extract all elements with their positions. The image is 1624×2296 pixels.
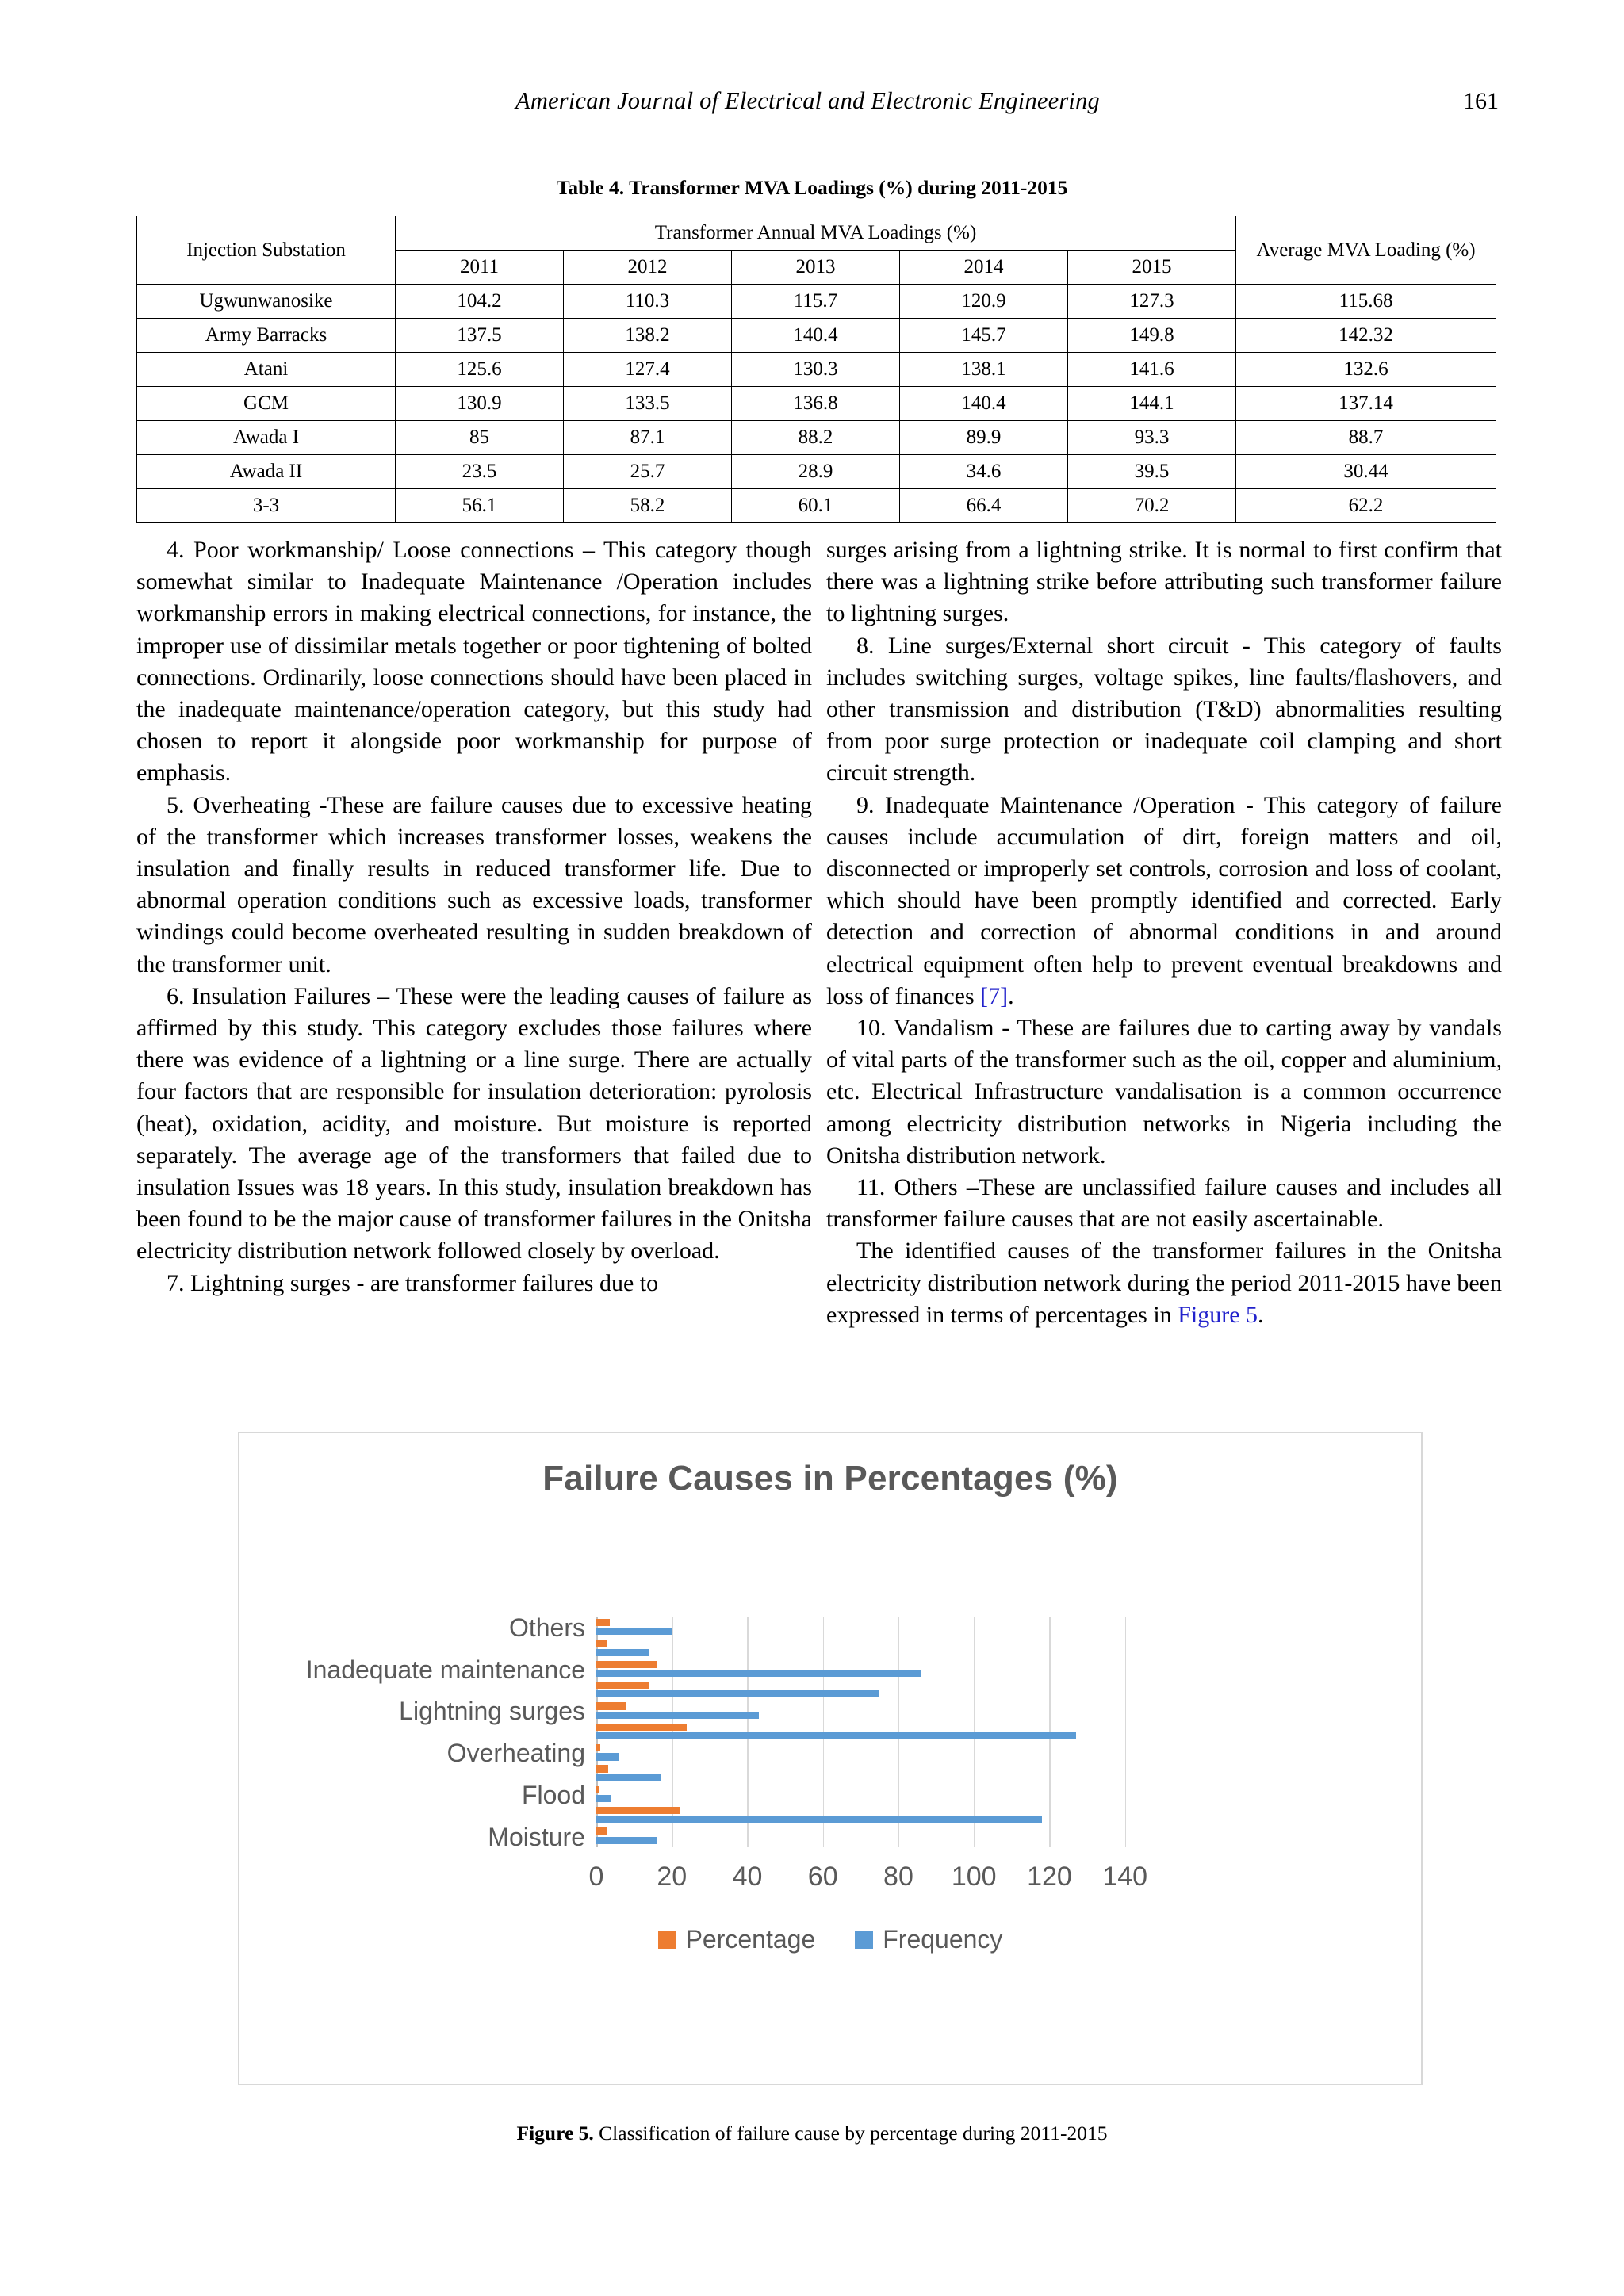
chart-bar-percentage[interactable] xyxy=(596,1682,649,1689)
cell-2014: 34.6 xyxy=(900,455,1068,489)
chart-x-tick-label: 0 xyxy=(588,1862,604,1892)
chart-bar-frequency[interactable] xyxy=(596,1774,661,1781)
column-header-year-2013: 2013 xyxy=(732,251,900,285)
cell-2012: 138.2 xyxy=(564,319,732,353)
chart-bar-frequency[interactable] xyxy=(596,1816,1042,1823)
legend-label-frequency: Frequency xyxy=(883,1925,1003,1954)
cell-2014: 89.9 xyxy=(900,421,1068,455)
chart-bar-percentage[interactable] xyxy=(596,1765,608,1772)
chart-bar-percentage[interactable] xyxy=(596,1619,610,1626)
chart-x-tick-label: 20 xyxy=(657,1862,688,1892)
cell-2014: 120.9 xyxy=(900,285,1068,319)
cell-2015: 141.6 xyxy=(1068,353,1236,387)
legend-label-percentage: Percentage xyxy=(685,1925,816,1954)
chart-category-label: Others xyxy=(508,1613,585,1642)
cell-2014: 140.4 xyxy=(900,387,1068,421)
column-header-year-2015: 2015 xyxy=(1068,251,1236,285)
cell-2012: 110.3 xyxy=(564,285,732,319)
chart-bar-percentage[interactable] xyxy=(596,1640,607,1647)
chart-category-row xyxy=(596,1764,1125,1785)
chart-category-row xyxy=(446,1739,1125,1768)
chart-bar-percentage[interactable] xyxy=(596,1807,680,1814)
chart-bar-frequency[interactable] xyxy=(596,1712,759,1719)
chart-category-label: Inadequate maintenance xyxy=(305,1655,585,1684)
figure-caption-label: Figure 5. xyxy=(516,2122,594,2145)
chart-legend xyxy=(239,1925,1421,1954)
chart-x-tick-label: 40 xyxy=(732,1862,763,1892)
chart-category-row xyxy=(596,1638,1125,1659)
running-head xyxy=(135,87,1499,115)
journal-title: American Journal of Electrical and Electronic Engineering xyxy=(515,87,1101,114)
mva-loadings-table xyxy=(136,216,1496,523)
paragraph-identified-causes-end: . xyxy=(1258,1301,1264,1328)
chart-x-tick-label: 120 xyxy=(1027,1862,1072,1892)
body-column-left xyxy=(136,534,812,1299)
legend-swatch-frequency-icon xyxy=(855,1931,873,1949)
table-header-row-1 xyxy=(137,216,1496,251)
chart-bar-frequency[interactable] xyxy=(596,1753,619,1760)
chart-bar-percentage[interactable] xyxy=(596,1827,607,1835)
figure-5-link[interactable]: Figure 5 xyxy=(1178,1301,1258,1328)
chart-x-tick-label: 60 xyxy=(807,1862,838,1892)
cell-substation-name: 3-3 xyxy=(137,489,396,523)
table-body xyxy=(137,285,1496,523)
chart-category-row xyxy=(488,1822,1125,1851)
paragraph-inadequate-maintenance-text: 9. Inadequate Maintenance /Operation - This category of failure causes include accumulation of dirt, foreign matters and oil, disconnected or improperly set controls, corrosion and loss of coolant, which should have been promptly identified and corrected. Early detection and correction of abnormal conditions in and around electrical equipment often help to prevent eventual breakdowns and loss of finances xyxy=(826,791,1502,1009)
cell-2015: 70.2 xyxy=(1068,489,1236,523)
cell-average: 30.44 xyxy=(1236,455,1496,489)
chart-category-row xyxy=(399,1697,1125,1726)
legend-swatch-percentage-icon xyxy=(658,1931,676,1949)
cell-2012: 87.1 xyxy=(564,421,732,455)
cell-2013: 130.3 xyxy=(732,353,900,387)
cell-2013: 88.2 xyxy=(732,421,900,455)
table-row xyxy=(137,319,1496,353)
chart-bar-percentage[interactable] xyxy=(596,1744,600,1751)
paragraph-identified-causes-text: The identified causes of the transformer failures in the Onitsha electricity distribution network during the period 2011-2015 have been expressed in terms of percentages in xyxy=(826,1238,1502,1328)
table-head xyxy=(137,216,1496,285)
paragraph-vandalism: 10. Vandalism - These are failures due to carting away by vandals of vital parts of the transformer such as the oil, copper and aluminium, etc. Electrical Infrastructure vandalisation is a common occurrence among electricity distribution networks in Nigeria including the Onitsha distribution network. xyxy=(826,1015,1502,1169)
paragraph-poor-workmanship: 4. Poor workmanship/ Loose connections – This category though somewhat similar to Inadequate Maintenance /Operation includes workmanship errors in making electrical connections, for instance, the improper use of dissimilar metals together or poor tightening of bolted connections. Ordinarily, loose connections should have been placed in the inadequate maintenance/operation category, but this study had chosen to report it alongside poor workmanship for purpose of emphasis. xyxy=(136,537,812,786)
chart-bar-percentage[interactable] xyxy=(596,1661,657,1668)
column-group-header-annual-loadings: Transformer Annual MVA Loadings (%) xyxy=(396,216,1236,251)
chart-category-row xyxy=(521,1780,1125,1809)
cell-substation-name: Ugwunwanosike xyxy=(137,285,396,319)
chart-category-label: Moisture xyxy=(488,1822,585,1851)
legend-item-percentage[interactable] xyxy=(658,1925,816,1954)
chart-plot-area xyxy=(305,1613,1125,1851)
cell-2014: 145.7 xyxy=(900,319,1068,353)
chart-bar-percentage[interactable] xyxy=(596,1786,599,1793)
chart-x-axis-ticks xyxy=(588,1862,1148,1898)
chart-category-label: Lightning surges xyxy=(399,1697,585,1726)
chart-bar-percentage[interactable] xyxy=(596,1724,687,1731)
cell-average: 142.32 xyxy=(1236,319,1496,353)
column-header-average: Average MVA Loading (%) xyxy=(1236,216,1496,285)
paragraph-line-surges: 8. Line surges/External short circuit - This category of faults includes switching surges, voltage spikes, line faults/flashovers, and other transmission and distribution (T&D) abnormalities resulting from poor surge protection or inadequate coil clamping and short circuit strength. xyxy=(826,632,1502,786)
chart-bar-frequency[interactable] xyxy=(596,1628,672,1635)
cell-2013: 136.8 xyxy=(732,387,900,421)
cell-average: 88.7 xyxy=(1236,421,1496,455)
table-row xyxy=(137,285,1496,319)
chart-category-row xyxy=(596,1722,1125,1743)
cell-2014: 138.1 xyxy=(900,353,1068,387)
paragraph-overheating: 5. Overheating -These are failure causes due to excessive heating of the transformer which increases transformer losses, weakens the insulation and finally results in reduced transformer life. Due to abnormal operation conditions such as excessive loads, transformer windings could become overheated resulting in sudden breakdown of the transformer unit. xyxy=(136,791,812,978)
cell-substation-name: Awada II xyxy=(137,455,396,489)
paragraph-others: 11. Others –These are unclassified failure causes and includes all transformer failure causes that are not easily ascertainable. xyxy=(826,1174,1502,1233)
cell-2012: 127.4 xyxy=(564,353,732,387)
chart-bar-frequency[interactable] xyxy=(596,1670,921,1677)
cell-2013: 115.7 xyxy=(732,285,900,319)
chart-category-label: Overheating xyxy=(446,1739,585,1768)
cell-2012: 133.5 xyxy=(564,387,732,421)
cell-2011: 130.9 xyxy=(396,387,564,421)
page-number: 161 xyxy=(1463,88,1499,114)
chart-bar-frequency[interactable] xyxy=(596,1837,657,1844)
chart-category-row xyxy=(596,1805,1125,1826)
cell-2013: 140.4 xyxy=(732,319,900,353)
chart-category-label: Flood xyxy=(521,1780,585,1809)
paragraph-inadequate-maintenance-end: . xyxy=(1008,982,1014,1009)
column-header-year-2012: 2012 xyxy=(564,251,732,285)
paragraph-identified-causes xyxy=(826,1235,1502,1331)
cell-2013: 28.9 xyxy=(732,455,900,489)
cell-2014: 66.4 xyxy=(900,489,1068,523)
figure-caption xyxy=(0,2122,1624,2145)
table-row xyxy=(137,387,1496,421)
chart-x-tick-label: 100 xyxy=(951,1862,997,1892)
column-header-substation: Injection Substation xyxy=(137,216,396,285)
cell-2011: 104.2 xyxy=(396,285,564,319)
cell-2011: 23.5 xyxy=(396,455,564,489)
figure-caption-text: Classification of failure cause by percentage during 2011-2015 xyxy=(593,2122,1108,2145)
legend-item-frequency[interactable] xyxy=(855,1925,1002,1954)
table-row xyxy=(137,353,1496,387)
paragraph-insulation-failures: 6. Insulation Failures – These were the leading causes of failure as affirmed by this study. This category excludes those failures where there was evidence of a lightning or a line surge. There are actually four factors that are responsible for insulation deterioration: pyrolosis (heat), oxidation, acidity, and moisture. But moisture is reported separately. The average age of the transformers that failed due to insulation Issues was 18 years. In this study, insulation breakdown has been found to be the major cause of transformer failures in the Onitsha electricity distribution network followed closely by overload. xyxy=(136,982,812,1265)
chart-bar-frequency[interactable] xyxy=(596,1732,1076,1739)
cell-2011: 56.1 xyxy=(396,489,564,523)
cell-2011: 137.5 xyxy=(396,319,564,353)
cell-2015: 127.3 xyxy=(1068,285,1236,319)
column-header-year-2011: 2011 xyxy=(396,251,564,285)
figure-5-chart xyxy=(238,1432,1423,2085)
paragraph-inadequate-maintenance xyxy=(826,790,1502,1012)
cell-2015: 149.8 xyxy=(1068,319,1236,353)
chart-bar-frequency[interactable] xyxy=(596,1795,611,1802)
paragraph-lightning-surges: 7. Lightning surges - are transformer failures due to xyxy=(167,1269,659,1296)
cell-2011: 85 xyxy=(396,421,564,455)
chart-title: Failure Causes in Percentages (%) xyxy=(542,1459,1118,1498)
chart-gridline xyxy=(1125,1617,1126,1847)
chart-bar-percentage[interactable] xyxy=(596,1702,626,1709)
cell-substation-name: Army Barracks xyxy=(137,319,396,353)
chart-x-tick-label: 140 xyxy=(1102,1862,1148,1892)
table-caption: Table 4. Transformer MVA Loadings (%) during 2011-2015 xyxy=(556,176,1068,199)
chart-x-tick-label: 80 xyxy=(883,1862,914,1892)
cell-average: 115.68 xyxy=(1236,285,1496,319)
cell-average: 137.14 xyxy=(1236,387,1496,421)
cell-2013: 60.1 xyxy=(732,489,900,523)
column-header-year-2014: 2014 xyxy=(900,251,1068,285)
cell-2015: 144.1 xyxy=(1068,387,1236,421)
citation-link-7[interactable]: [7] xyxy=(980,982,1009,1009)
chart-category-row xyxy=(508,1613,1125,1642)
cell-2012: 58.2 xyxy=(564,489,732,523)
cell-2015: 93.3 xyxy=(1068,421,1236,455)
cell-2011: 125.6 xyxy=(396,353,564,387)
cell-substation-name: Atani xyxy=(137,353,396,387)
cell-substation-name: Awada I xyxy=(137,421,396,455)
table-row xyxy=(137,455,1496,489)
chart-bar-frequency[interactable] xyxy=(596,1649,649,1656)
cell-substation-name: GCM xyxy=(137,387,396,421)
cell-average: 62.2 xyxy=(1236,489,1496,523)
paragraph-lightning-continued: surges arising from a lightning strike. It is normal to first confirm that there was a lightning strike before attributing such transformer failure to lightning surges. xyxy=(826,537,1502,627)
cell-2012: 25.7 xyxy=(564,455,732,489)
cell-2015: 39.5 xyxy=(1068,455,1236,489)
table-row xyxy=(137,489,1496,523)
body-column-right xyxy=(826,534,1502,1331)
table-row xyxy=(137,421,1496,455)
chart-category-row xyxy=(305,1655,1125,1684)
cell-average: 132.6 xyxy=(1236,353,1496,387)
chart-bar-frequency[interactable] xyxy=(596,1690,879,1697)
chart-category-row xyxy=(596,1680,1125,1701)
